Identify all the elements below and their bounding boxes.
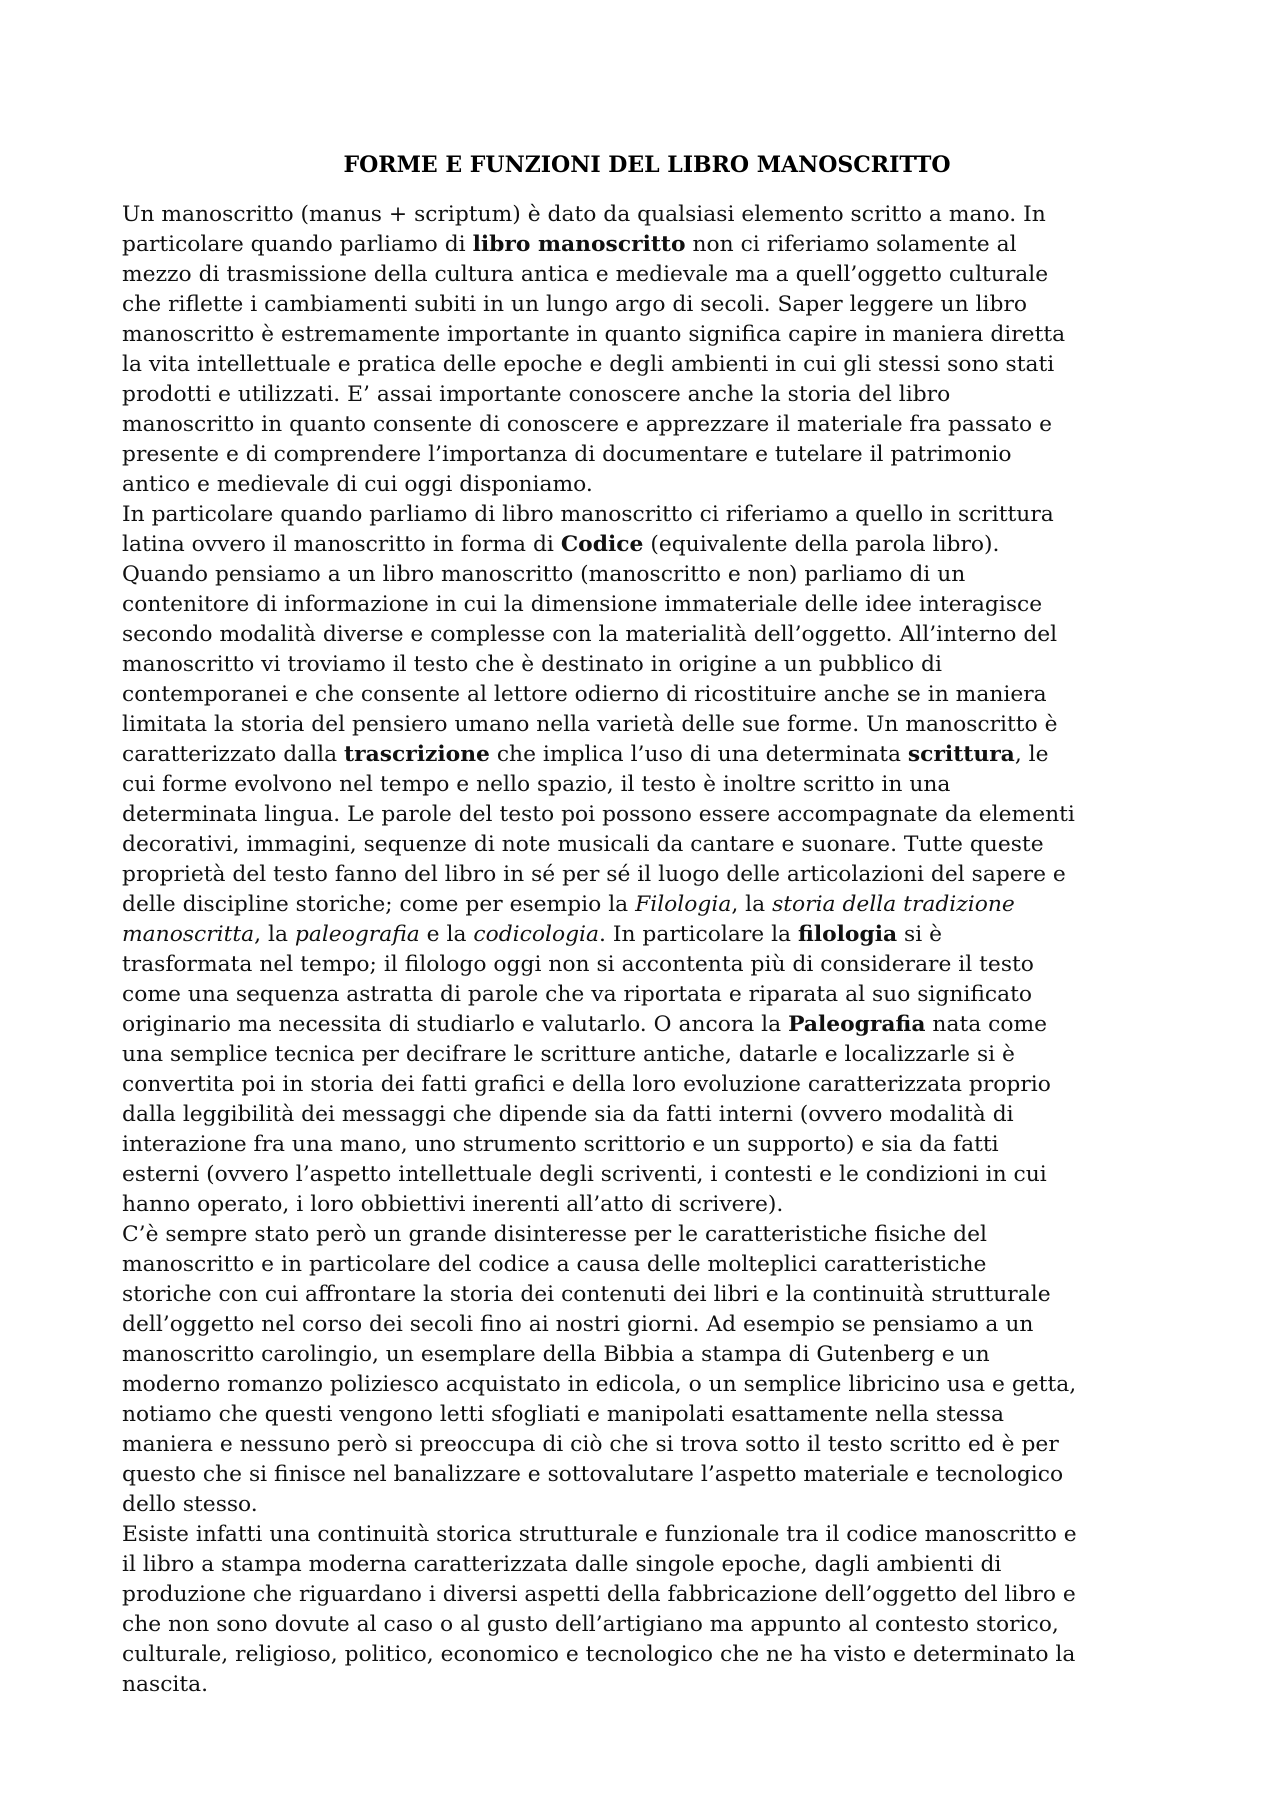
text-line <box>122 440 1174 470</box>
text-run: In particolare quando parliamo di libro manoscritto ci riferiamo a quello in scrittura <box>122 502 1054 527</box>
text-run: , la <box>731 892 773 917</box>
text-line <box>122 1610 1174 1640</box>
text-run: il libro a stampa moderna caratterizzata dalle singole epoche, dagli ambienti di <box>122 1552 1002 1577</box>
text-line <box>122 1580 1174 1610</box>
text-line <box>122 1640 1174 1670</box>
text-run: proprietà del testo fanno del libro in sé per sé il luogo delle articolazioni del sapere e <box>122 862 1066 887</box>
text-run: prodotti e utilizzati. E’ assai importante conoscere anche la storia del libro <box>122 382 951 407</box>
bold-term: Paleografia <box>788 1012 926 1037</box>
text-run: nata come <box>925 1012 1048 1037</box>
text-run: notiamo che questi vengono letti sfogliati e manipolati esattamente nella stessa <box>122 1402 1005 1427</box>
text-run: presente e di comprendere l’importanza di documentare e tutelare il patrimonio <box>122 442 1012 467</box>
text-run: . In particolare la <box>599 922 798 947</box>
text-run: hanno operato, i loro obbiettivi inerenti all’atto di scrivere). <box>122 1192 784 1217</box>
document-body <box>122 200 1174 1700</box>
text-run: esterni (ovvero l’aspetto intellettuale degli scriventi, i contesti e le condizioni in cui <box>122 1162 1047 1187</box>
text-line <box>122 1370 1174 1400</box>
text-line <box>122 590 1174 620</box>
text-line <box>122 1400 1174 1430</box>
text-run: delle discipline storiche; come per esempio la <box>122 892 636 917</box>
text-run: contenitore di informazione in cui la dimensione immateriale delle idee interagisce <box>122 592 1043 617</box>
text-run: dalla leggibilità dei messaggi che dipende sia da fatti interni (ovvero modalità di <box>122 1102 1014 1127</box>
text-run: si è <box>897 922 943 947</box>
bold-term: libro manoscritto <box>472 232 686 257</box>
text-run: Esiste infatti una continuità storica strutturale e funzionale tra il codice manoscritto e <box>122 1522 1077 1547</box>
text-run: che non sono dovute al caso o al gusto dell’artigiano ma appunto al contesto storico, <box>122 1612 1059 1637</box>
text-line <box>122 1340 1174 1370</box>
body-paragraph <box>122 1220 1174 1520</box>
text-run: interazione fra una mano, uno strumento scrittorio e un supporto) e sia da fatti <box>122 1132 999 1157</box>
text-run: produzione che riguardano i diversi aspetti della fabbricazione dell’oggetto del libro e <box>122 1582 1076 1607</box>
text-line <box>122 1130 1174 1160</box>
text-run: come una sequenza astratta di parole che va riportata e riparata al suo significato <box>122 982 1032 1007</box>
text-run: maniera e nessuno però si preoccupa di ciò che si trova sotto il testo scritto ed è per <box>122 1432 1059 1457</box>
italic-term: codicologia <box>473 922 599 947</box>
text-run: mezzo di trasmissione della cultura antica e medievale ma a quell’oggetto culturale <box>122 262 1049 287</box>
text-run: una semplice tecnica per decifrare le scritture antiche, datarle e localizzarle si è <box>122 1042 1015 1067</box>
text-run: cui forme evolvono nel tempo e nello spazio, il testo è inoltre scritto in una <box>122 772 951 797</box>
text-line <box>122 1670 1174 1700</box>
text-run: particolare quando parliamo di <box>122 232 473 257</box>
body-paragraph <box>122 500 1174 1220</box>
text-line <box>122 200 1174 230</box>
text-line <box>122 470 1174 500</box>
italic-term: paleografia <box>294 922 420 947</box>
text-line <box>122 350 1174 380</box>
text-line <box>122 1010 1174 1040</box>
text-line <box>122 1490 1174 1520</box>
text-run: dello stesso. <box>122 1492 258 1517</box>
text-line <box>122 410 1174 440</box>
text-run: manoscritto vi troviamo il testo che è destinato in origine a un pubblico di <box>122 652 942 677</box>
text-run: secondo modalità diverse e complesse con la materialità dell’oggetto. All’interno del <box>122 622 1058 647</box>
text-run: Un manoscritto (manus + scriptum) è dato da qualsiasi elemento scritto a mano. In <box>122 202 1046 227</box>
text-line <box>122 980 1174 1010</box>
text-line <box>122 1430 1174 1460</box>
text-run: manoscritto e in particolare del codice a causa delle molteplici caratteristiche <box>122 1252 987 1277</box>
text-run: trasformata nel tempo; il filologo oggi non si accontenta più di considerare il testo <box>122 952 1034 977</box>
text-run: , la <box>254 922 295 947</box>
italic-term: manoscritta <box>122 922 255 947</box>
text-run: culturale, religioso, politico, economico e tecnologico che ne ha visto e determinato la <box>122 1642 1076 1667</box>
text-line <box>122 560 1174 590</box>
text-run: moderno romanzo poliziesco acquistato in edicola, o un semplice libricino usa e getta, <box>122 1372 1077 1397</box>
text-line <box>122 1550 1174 1580</box>
text-run: contemporanei e che consente al lettore odierno di ricostituire anche se in maniera <box>122 682 1047 707</box>
text-line <box>122 1280 1174 1310</box>
text-line <box>122 1220 1174 1250</box>
text-line <box>122 1160 1174 1190</box>
bold-term: filologia <box>797 922 898 947</box>
bold-term: trascrizione <box>344 742 490 767</box>
text-line <box>122 950 1174 980</box>
text-line <box>122 1310 1174 1340</box>
text-line <box>122 1520 1174 1550</box>
text-run: antico e medievale di cui oggi disponiamo. <box>122 472 593 497</box>
text-run: determinata lingua. Le parole del testo poi possono essere accompagnate da elementi <box>122 802 1075 827</box>
text-run: Quando pensiamo a un libro manoscritto (manoscritto e non) parliamo di un <box>122 562 966 587</box>
text-line <box>122 260 1174 290</box>
text-line <box>122 530 1174 560</box>
text-line <box>122 830 1174 860</box>
text-line <box>122 650 1174 680</box>
text-line <box>122 1070 1174 1100</box>
bold-term: scrittura <box>907 742 1015 767</box>
text-run: nascita. <box>122 1672 209 1697</box>
text-run: manoscritto è estremamente importante in quanto significa capire in maniera diretta <box>122 322 1066 347</box>
text-line <box>122 920 1174 950</box>
text-run: manoscritto in quanto consente di conoscere e apprezzare il materiale fra passato e <box>122 412 1052 437</box>
text-run: e la <box>419 922 474 947</box>
text-line <box>122 290 1174 320</box>
text-run: questo che si finisce nel banalizzare e sottovalutare l’aspetto materiale e tecnologico <box>122 1462 1064 1487</box>
text-line <box>122 740 1174 770</box>
text-line <box>122 380 1174 410</box>
text-run: latina ovvero il manoscritto in forma di <box>122 532 561 557</box>
text-line <box>122 500 1174 530</box>
text-run: , le <box>1014 742 1049 767</box>
text-run: che implica l’uso di una determinata <box>489 742 908 767</box>
text-line <box>122 860 1174 890</box>
bold-term: Codice <box>560 532 644 557</box>
text-run: la vita intellettuale e pratica delle epoche e degli ambienti in cui gli stessi sono stati <box>122 352 1055 377</box>
body-paragraph <box>122 1520 1174 1700</box>
text-line <box>122 710 1174 740</box>
text-run: C’è sempre stato però un grande disinteresse per le caratteristiche fisiche del <box>122 1222 987 1247</box>
text-line <box>122 620 1174 650</box>
text-run: decorativi, immagini, sequenze di note musicali da cantare e suonare. Tutte queste <box>122 832 1044 857</box>
text-line <box>122 1040 1174 1070</box>
text-run: convertita poi in storia dei fatti grafici e della loro evoluzione caratterizzata proprio <box>122 1072 1051 1097</box>
text-line <box>122 230 1174 260</box>
text-run: storiche con cui affrontare la storia dei contenuti dei libri e la continuità strutturale <box>122 1282 1051 1307</box>
text-run: limitata la storia del pensiero umano nella varietà delle sue forme. Un manoscritto è <box>122 712 1058 737</box>
text-line <box>122 890 1174 920</box>
text-line <box>122 1190 1174 1220</box>
text-run: caratterizzato dalla <box>122 742 345 767</box>
text-line <box>122 680 1174 710</box>
text-line <box>122 1250 1174 1280</box>
text-run: originario ma necessita di studiarlo e valutarlo. O ancora la <box>122 1012 789 1037</box>
text-line <box>122 1460 1174 1490</box>
italic-term: Filologia <box>635 892 732 917</box>
text-line <box>122 800 1174 830</box>
body-paragraph <box>122 200 1174 500</box>
text-run: dell’oggetto nel corso dei secoli fino ai nostri giorni. Ad esempio se pensiamo a un <box>122 1312 1034 1337</box>
text-run: non ci riferiamo solamente al <box>685 232 1017 257</box>
text-run: (equivalente della parola libro). <box>643 532 1000 557</box>
text-line <box>122 770 1174 800</box>
text-line <box>122 320 1174 350</box>
italic-term: storia della tradizione <box>772 892 1015 917</box>
text-run: manoscritto carolingio, un esemplare della Bibbia a stampa di Gutenberg e un <box>122 1342 990 1367</box>
text-run: che riflette i cambiamenti subiti in un lungo argo di secoli. Saper leggere un libro <box>122 292 1027 317</box>
document-title: FORME E FUNZIONI DEL LIBRO MANOSCRITTO <box>343 152 951 178</box>
text-line <box>122 1100 1174 1130</box>
